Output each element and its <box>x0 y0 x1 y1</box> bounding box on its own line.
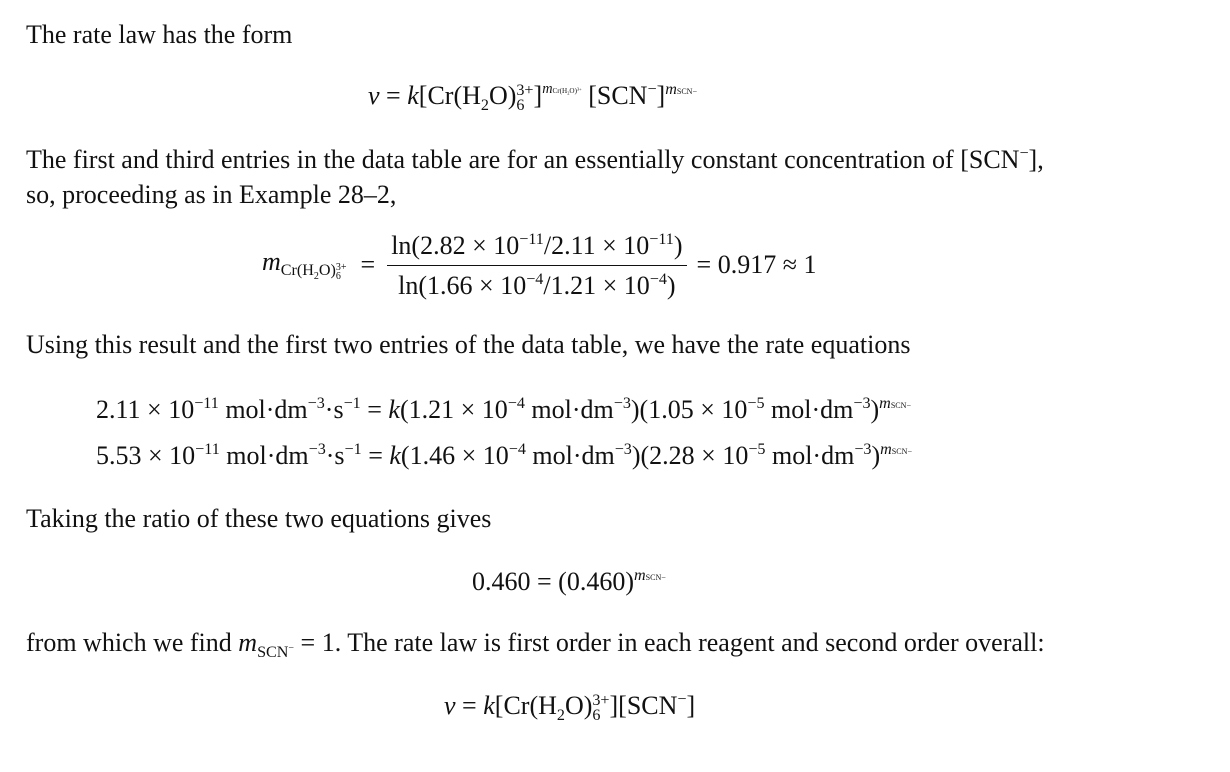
fraction-denominator: $\ln(1.66 \times 10^{-4}/1.21 \times 10^{-4})$ <box>387 265 686 299</box>
order-cr-exponent: mCr(H2O)3+ <box>542 81 582 98</box>
cr-text: Cr(H <box>427 80 481 110</box>
superscript: − <box>647 81 657 98</box>
v-symbol: v <box>368 80 380 110</box>
rate-law-general: $v = k[Cr(H_2O)$ 3+ 6 ]$^{mCr(H_2O)^{3+}}$ $[SCN^-]^{mSCN-}$ <box>368 80 698 115</box>
paragraph-2-line-2: so, proceeding as in Example 28–2, <box>26 180 397 209</box>
rate-equation-2: $5.53 \times 10^{-11}$ $mol\cdot dm^{-3}\cdot s^{-1} = k(1.46 \times 10^{-4}$ $mol\cdot dm^{-3})(2.28 \times 10^{-5}$ $mol\cdot dm^{-3})^{mSCN-}$ <box>96 440 912 470</box>
order-scn-exponent: mSCN− <box>665 81 698 98</box>
log-ratio-fraction <box>387 232 686 299</box>
paragraph-4: Taking the ratio of these two equations gives <box>26 504 492 533</box>
equals-sign: = <box>386 80 401 110</box>
paragraph-5: from which we find $m_{SCN^-} = 1$. The rate law is first order in each reagent and second order overall: <box>26 628 1045 662</box>
k-symbol: k <box>407 80 419 110</box>
paragraph-2-line-1: The first and third entries in the data table are for an essentially constant concentration of [SCN−], <box>26 144 1044 174</box>
cr-subsup: 3+ 6 <box>516 81 534 114</box>
scn-text: SCN <box>596 80 648 110</box>
rate-equation-1: $2.11 \times 10^{-11}$ $mol\cdot dm^{-3}\cdot s^{-1} = k(1.21 \times 10^{-4}$ $mol\cdot dm^{-3})(1.05 \times 10^{-5}$ $mol\cdot dm^{-3})^{mSCN-}$ <box>96 394 912 424</box>
rate-law-final: $v = k[Cr(H_2O)$ 3+ 6 ][SCN−] <box>444 690 696 725</box>
ratio-equation: $0.460 = (0.460)^{mSCN-}$ <box>472 566 666 596</box>
intro-text: The rate law has the form <box>26 20 293 49</box>
order-symbol: $m_{Cr(H_2O) 3+ 6}$ <box>262 246 347 283</box>
paragraph-3: Using this result and the first two entries of the data table, we have the rate equations <box>26 330 911 359</box>
subscript: 2 <box>480 97 489 115</box>
cr-text-end: O) <box>488 80 517 110</box>
fraction-numerator: $\ln(2.82 \times 10^{-11}/2.11 \times 10^{-11})$ <box>391 230 683 260</box>
order-cr-calculation <box>262 232 816 299</box>
fraction-result: = 0.917 ≈ 1 <box>696 250 817 280</box>
equals-sign: = <box>360 250 376 280</box>
